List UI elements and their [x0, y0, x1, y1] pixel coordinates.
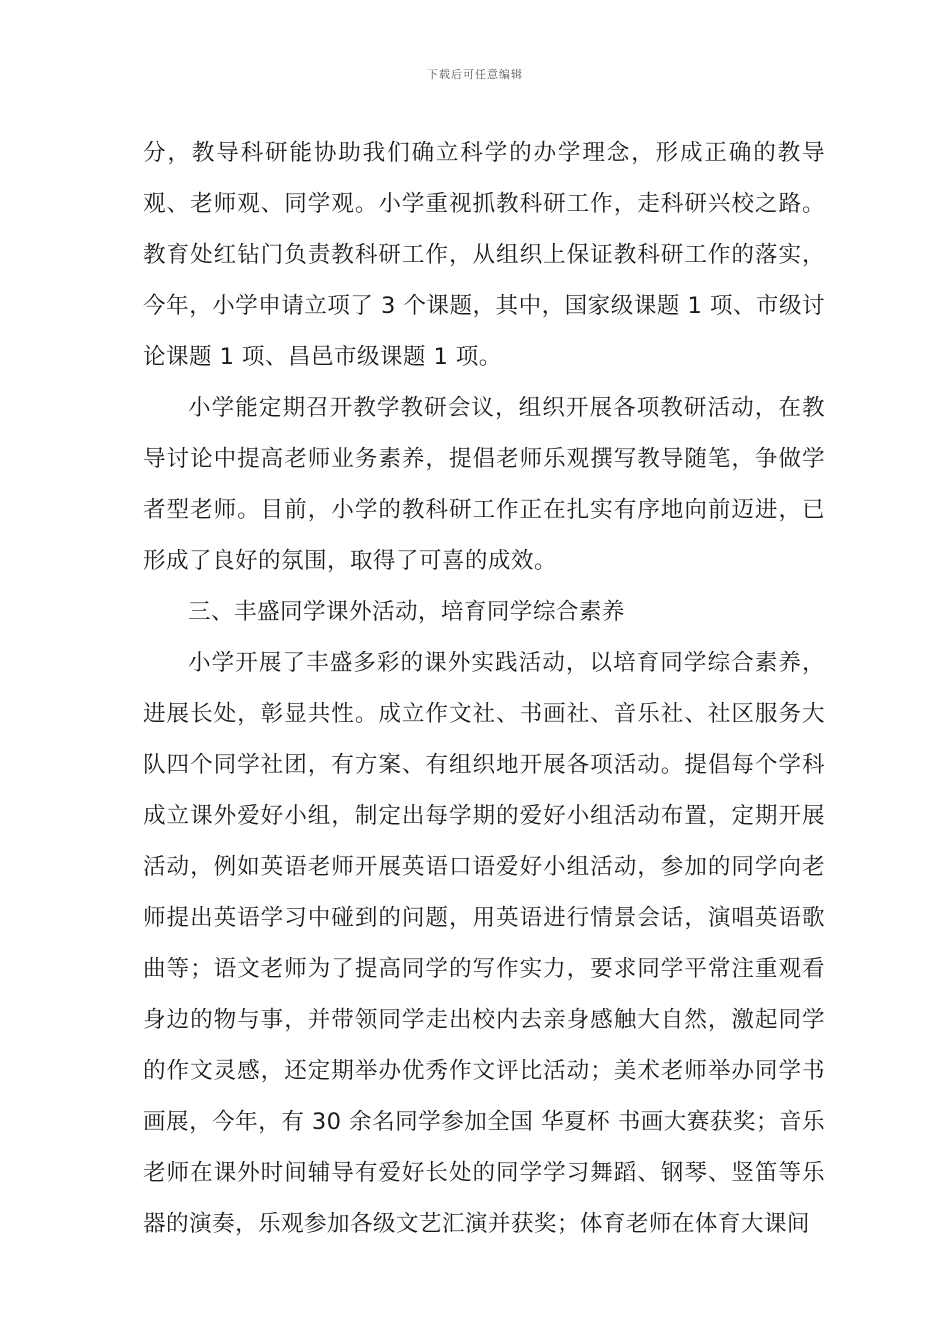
paragraph-research: 小学能定期召开教学教研会议，组织开展各项教研活动，在教导讨论中提高老师业务素养，提倡老师乐观撰写教导随笔，争做学者型老师。目前，小学的教科研工作正在扎实有序地向前迈进，已形成了良好的氛围，取得了可喜的成效。: [143, 395, 825, 574]
paragraph-continuation: 分，教导科研能协助我们确立科学的办学理念，形成正确的教导观、老师观、同学观。小学重视抓教科研工作，走科研兴校之路。教育处红钻门负责教科研工作，从组织上保证教科研工作的落实，今年，小学申请立项了 3 个课题，其中，国家级课题 1 项、市级讨论课题 1 项、昌邑市级课题 1 项。: [143, 140, 825, 370]
header-note: 下载后可任意编辑: [427, 68, 523, 81]
section-heading: 三、丰盛同学课外活动，培育同学综合素养: [188, 599, 625, 625]
document-body: [143, 128, 825, 1250]
paragraph-activities: 小学开展了丰盛多彩的课外实践活动，以培育同学综合素养，进展长处，彰显共性。成立作文社、书画社、音乐社、社区服务大队四个同学社团，有方案、有组织地开展各项活动。提倡每个学科成立课外爱好小组，制定出每学期的爱好小组活动布置，定期开展活动，例如英语老师开展英语口语爱好小组活动，参加的同学向老师提出英语学习中碰到的问题，用英语进行情景会话，演唱英语歌曲等；语文老师为了提高同学的写作实力，要求同学平常注重观看身边的物与事，并带领同学走出校内去亲身感触大自然，激起同学的作文灵感，还定期举办优秀作文评比活动；美术老师举办同学书画展，今年，有 30 余名同学参加全国 华夏杯 书画大赛获奖；音乐老师在课外时间辅导有爱好长处的同学学习舞蹈、钢琴、竖笛等乐器的演奏，乐观参加各级文艺汇演并获奖；体育老师在体育大课间: [143, 650, 825, 1237]
